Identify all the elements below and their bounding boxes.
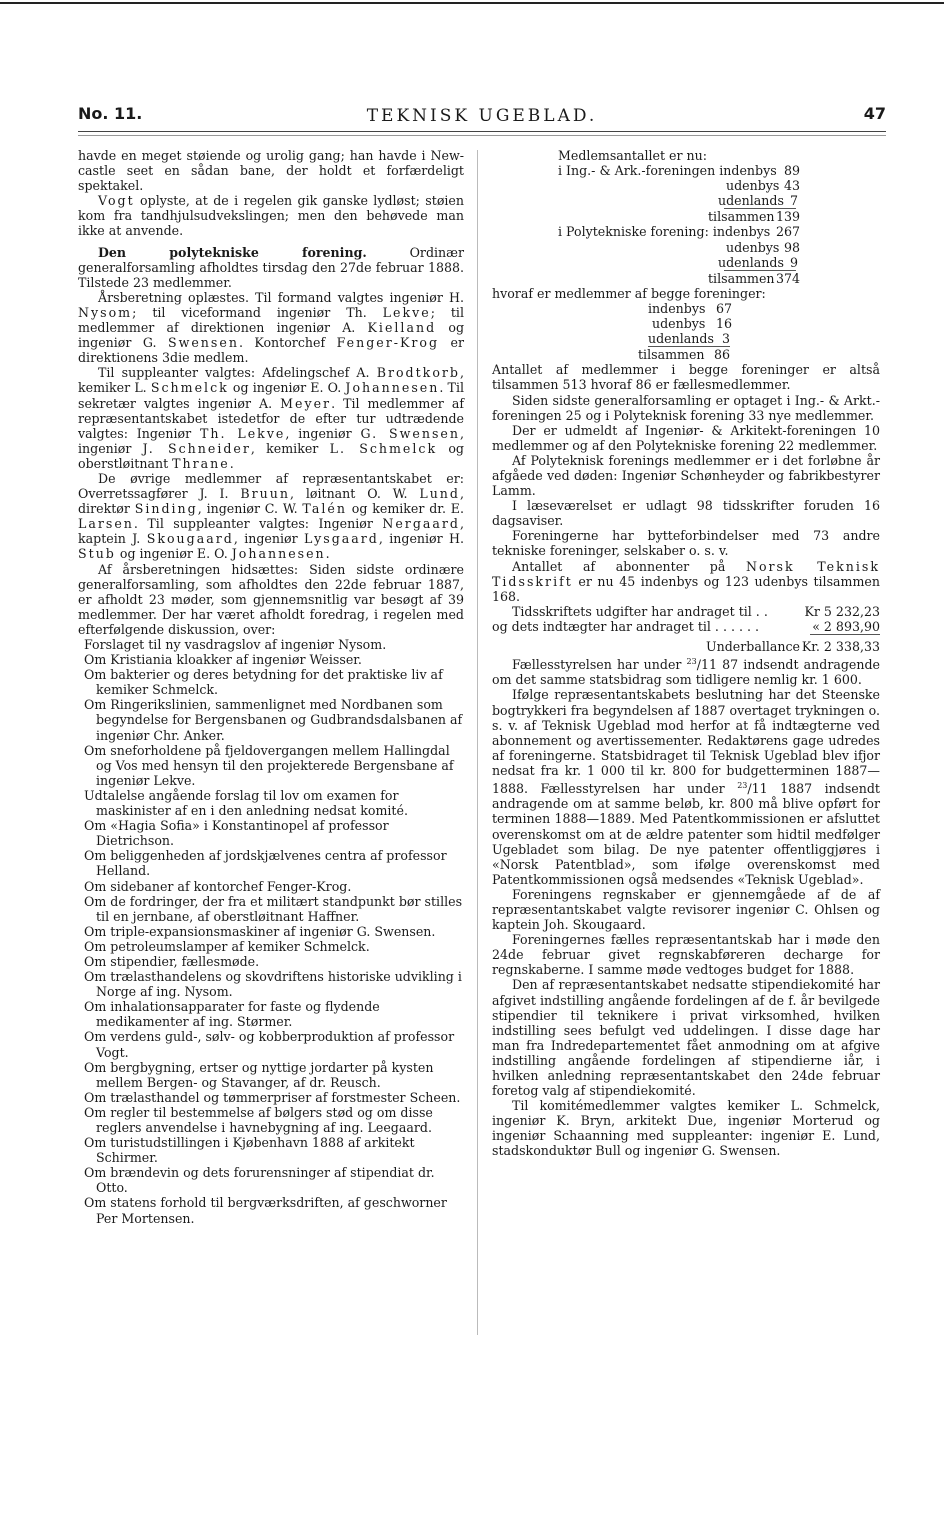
poly-udenbys: 98 [784, 239, 801, 255]
list-item: Forslaget til ny vasdragslov af ingeniør Nysom. [84, 637, 387, 652]
udenbys-label: udenbys [726, 239, 780, 255]
date-fraction-den: /11 [696, 657, 717, 673]
name-nergaard: Nergaard [382, 516, 460, 532]
text-fragment: . [229, 455, 234, 471]
text-fragment: , kemiker L. [78, 365, 464, 396]
name-lysgaard: Lysgaard [303, 531, 379, 547]
ing-ark-udenlands: 7 [790, 193, 799, 209]
poly-indenbys: 267 [776, 224, 801, 240]
text-fragment: De øvrige medlemmer af repræsentantskabet er: Overretssagfører J. I. [78, 470, 464, 502]
udenlands-label: udenlands [718, 193, 784, 209]
list-item: Om Ringerikslinien, sammenlignet med Nordbanen som begyndelse for Bergensbanen og Gudbrandsdalsbanen af ingeniør Chr. Anker. [84, 697, 463, 743]
ing-ark-label: i Ing.- & Ark.-foreningen indenbys [558, 163, 777, 179]
list-item: Om triple-expansionsmaskiner af ingeniør G. Swensen. [84, 923, 436, 939]
expenses-value: Kr 5 232,23 [804, 603, 880, 619]
text-fragment: og ingeniør G. [78, 320, 465, 351]
name-schmelck: Schmelck [150, 380, 229, 396]
list-item: Om beliggenheden af jordskjælvenes centra af professor Helland. [84, 848, 447, 879]
paragraph-scholarship: Den af repræsentantskabet nedsatte stipendiekomité har afgivet indstilling angående fordelingen af de f. år bevilgede stipendier til teknikere i privat virksomhed, hvilken indstilling sees befulgt ved uddelingen. I disse dage har man fra Indredepartementet fået anmodning om at afgive indstilling angående fordelingen af stipendierne iår, i hvilken anledning repræsentantskabet den 24de februar foretog valg af stipendiekomité. [492, 977, 880, 1099]
ing-ark-udenbys: 43 [784, 178, 801, 194]
list-item: Om bergbygning, ertser og nyttige jordarter på kysten mellem Bergen- og Stavanger, af dr. Reusch. [84, 1059, 434, 1090]
paragraph-other-members [78, 471, 464, 562]
text-fragment: , ingeniør C. W. [197, 501, 303, 517]
poly-label: i Polytekniske forening: indenbys [558, 224, 771, 240]
paragraph-newcastle: havde en meget støiende og urolig gang; han havde i New-castle seet en sådan bane, der holdt et forfærdeligt spektakel. [78, 148, 464, 194]
list-item: Om inhalationsapparater for faste og flydende medikamenter af ing. Størmer. [84, 999, 380, 1030]
list-item: Om «Hagia Sofia» i Konstantinopel af professor Dietrichson. [84, 818, 389, 849]
paragraph-reading-room: I læseværelset er udlagt 98 tidsskrifter foruden 16 dagsaviser. [492, 498, 880, 529]
income-label: og dets indtægter har andraget til . . . . . . [492, 618, 759, 634]
udenbys-label: udenbys [726, 178, 780, 194]
poly-total: 374 [776, 270, 801, 286]
text-fragment: 87 indsendt andragende om det samme statsbidrag som tidligere nemlig kr. 1 600. [492, 657, 880, 688]
both-intro: hvoraf er medlemmer af begge foreninger: [492, 285, 766, 301]
name-sinding: Sinding [134, 501, 198, 517]
name-l-schmelck: L. Schmelck [329, 440, 438, 456]
members-intro: Medlemsantallet er nu: [558, 148, 707, 163]
list-item: Om bakterier og deres betydning for det praktiske liv af kemiker Schmelck. [84, 667, 443, 698]
paragraph-vogt [78, 193, 464, 238]
text-fragment: og ingeniør E. O. [228, 380, 346, 396]
ing-ark-indenbys: 89 [784, 163, 801, 179]
page-header [78, 104, 886, 132]
paragraph-accounts: Foreningens regnskaber er gjennemgåede af de af repræsentantskabet valgte revisorer ingeniør C. Ohlsen og kaptein Joh. Skougaard. [492, 886, 880, 933]
paragraph-resigned: Der er udmeldt af Ingeniør- & Arkitekt-foreningen 10 medlemmer og af den Polytekniske forening 22 medlemmer. [492, 422, 880, 453]
date-fraction-den: /11 [747, 781, 768, 797]
tilsammen-label: tilsammen [708, 270, 775, 286]
top-edge-rule [0, 2, 944, 4]
name-j-schneider: J. Schneider [142, 440, 251, 456]
name-brodtkorb: Brodtkorb [376, 365, 460, 381]
text-fragment: Fællesstyrelsen har under [512, 657, 687, 673]
date-fraction-num: 23 [737, 781, 748, 791]
list-item: Om regler til bestemmelse af bølgers stød og om disse reglers anvendelse i havnebygning af ing. Leegaard. [84, 1104, 433, 1135]
section-title: Den polytekniske forening. [98, 244, 367, 260]
both-total: 86 [714, 347, 731, 363]
indenbys-label: indenbys [648, 300, 706, 316]
name-bruun: Bruun [240, 486, 290, 502]
name-thrane: Thrane [172, 455, 230, 471]
list-item: Om sneforholdene på fjeldovergangen mellem Hallingdal og Vos med hensyn til den projekterede Bergensbane af ingeniør Lekve. [84, 742, 454, 788]
column-divider [477, 150, 478, 1335]
paragraph-joint-board: Foreningernes fælles repræsentantskab har i møde den 24de februar givet regnskabføreren decharge for regnskaberne. I samme møde vedtoges budget for 1888. [492, 932, 880, 978]
name-johannesen: Johannesen [345, 380, 440, 396]
expenses-label: Tidsskriftets udgifter har andraget til . . [512, 603, 768, 619]
name-meyer: Meyer [280, 395, 332, 411]
tilsammen-label: tilsammen [638, 347, 705, 363]
page-number: 47 [863, 104, 886, 123]
finance-table [492, 604, 880, 654]
text-fragment: Ifølge repræsentantskabets beslutning har det Steenske bogtrykkeri fra begyndelsen af 1887 overtaget trykningen o. s. v. af Teknisk Ugeblad mod herfor at få indtægterne ved abonnement og avertissementer. Redaktørens gage udredes af foreningerne. Statsbidraget til Teknisk Ugeblad blev ifjor nedsat fra kr. 1 000 til kr. 800 for budgetterminen 1887—1888. Fællesstyrelsen har under [492, 687, 880, 797]
list-item: Om stipendier, fællesmøde. [84, 953, 260, 969]
text-fragment: . Til medlemmer af repræsentantskabet istedetfor de efter tur udtrædende valgtes: Ingeniør [78, 395, 464, 441]
text-fragment: . Kontorchef [238, 335, 337, 351]
header-rule [78, 131, 886, 132]
list-item: Om de fordringer, der fra et militært standpunkt bør stilles til en jernbane, af oberstløitnant Haffner. [84, 893, 463, 924]
name-larsen: Larsen [78, 516, 134, 532]
text-fragment: , kemiker [250, 440, 330, 456]
paragraph-new-members: Siden sidste generalforsamling er optaget i Ing.- & Arkt.-foreningen 25 og i Polyteknisk forening 33 nye medlemmer. [492, 392, 880, 423]
name-kielland: Kielland [367, 320, 437, 336]
membership-table [492, 148, 880, 362]
text-fragment: . [325, 546, 330, 562]
header-rule-secondary [78, 135, 886, 136]
list-item: Om trælasthandelens og skovdriftens historiske udvikling i Norge af ing. Nysom. [84, 969, 462, 1000]
name-lekve: Lekve [382, 304, 431, 320]
text-fragment: . Til suppleanter valgtes: Ingeniør [133, 516, 383, 532]
name-talen: Talén [302, 501, 347, 517]
deficit-label: Underballance [706, 639, 801, 654]
paragraph-committee: Til komitémedlemmer valgtes kemiker L. Schmelck, ingeniør K. Bryn, arkitekt Due, ingeniør Morterud og ingeniør Schaanning med suppleanter: ingeniør E. Lund, stadskonduktør Bull og ingeniør G. Swensen. [492, 1098, 880, 1159]
name-skougaard: Skougaard [146, 531, 234, 547]
poly-udenlands: 9 [790, 254, 799, 270]
paragraph-deceased: Af Polyteknisk forenings medlemmer er i det forløbne år afgåede ved døden: Ingeniør Schønheyder og fabrikbestyrer Lamm. [492, 452, 880, 499]
name-stub: Stub [78, 546, 116, 562]
text-fragment: , ingeniør [78, 425, 465, 456]
tilsammen-label: tilsammen [708, 209, 775, 225]
list-item: Om Kristiania kloakker af ingeniør Weisser. [84, 652, 362, 668]
list-item: Om petroleumslamper af kemiker Schmelck. [84, 938, 370, 954]
ing-ark-total: 139 [776, 209, 801, 225]
journal-title: TEKNISK UGEBLAD. [366, 106, 598, 126]
list-item: Om sidebaner af kontorchef Fenger-Krog. [84, 878, 352, 894]
text-fragment: er direktionens 3die medlem. [78, 335, 464, 366]
text-fragment: ; til medlemmer af direktionen ingeniør A. [78, 304, 464, 336]
name-e-o-johannesen: Johannesen [231, 546, 326, 562]
udenlands-label: udenlands [718, 254, 784, 270]
left-column [78, 148, 464, 1226]
paragraph-exchange: Foreningerne har bytteforbindelser med 73 andre tekniske foreninger, selskaber o. s. v. [492, 528, 880, 559]
issue-number: No. 11. [78, 104, 143, 123]
text-fragment: er nu 45 indenbys og 123 udenbys tilsammen 168. [492, 573, 880, 604]
udenbys-label: udenbys [652, 316, 706, 332]
paragraph-printing [492, 687, 880, 886]
text-fragment: , løitnant O. W. [289, 486, 420, 502]
paragraph-suppleanter [78, 365, 464, 471]
udenlands-label: udenlands [648, 331, 714, 347]
section-polytechnic [78, 245, 464, 290]
text-fragment: Til suppleanter valgtes: Afdelingschef A. [98, 365, 377, 381]
name-g-swensen: G. Swensen [360, 425, 460, 441]
text-fragment: , ingeniør [285, 425, 361, 441]
list-item: Om brændevin og dets forurensninger af stipendiat dr. Otto. [84, 1165, 435, 1196]
text-fragment: 1887 indsendt andragende om at samme beløb, kr. 800 må blive opført for terminen 1888—1889. Med Patentkommissionen er afsluttet overenskomst om at de ældre patenter som hidtil medfølger Ugebladet som bilag. De nye patenter offentliggjøres i «Norsk Patentblad», som ifølge overenskomst med Patentkommissionen også medsendes «Teknisk Ugeblad». [492, 781, 880, 887]
text-fragment: Antallet af abonnenter på [512, 558, 746, 574]
paragraph-total-members: Antallet af medlemmer i begge foreninger er altså tilsammen 513 hvoraf 86 er fællesmedlemmer. [492, 362, 880, 393]
list-item: Om statens forhold til bergværksdriften, af geschworner Per Mortensen. [84, 1195, 447, 1226]
text-fragment: , kaptein J. [78, 516, 464, 547]
income-value: « 2 893,90 [812, 618, 880, 634]
date-fraction-num: 23 [686, 657, 697, 667]
text-fragment: , ingeniør H. [378, 531, 464, 547]
name-vogt: Vogt [98, 193, 135, 209]
paragraph-annual-report: Af årsberetningen hidsættes: Siden sidste ordinære generalforsamling, som afholdtes den 22de februar 1887, er afholdt 23 møder, som gjennemsnitlig var besøgt af 39 medlemmer. Der har været afholdt foredrag, i regelen med efterfølgende diskussion, over: [78, 561, 464, 637]
text-fragment: og kemiker dr. E. [346, 501, 464, 517]
list-item: Om trælasthandel og tømmerpriser af forstmester Scheen. [84, 1089, 461, 1105]
list-item: Om turistudstillingen i Kjøbenhavn 1888 af arkitekt Schirmer. [84, 1135, 415, 1166]
name-nysom: Nysom [78, 304, 133, 320]
paragraph-elections [78, 290, 464, 365]
journal-name: Norsk Teknisk Tidsskrift [492, 558, 880, 589]
text-fragment: , ingeniør [233, 531, 304, 547]
paragraph-subscribers [492, 559, 880, 604]
text-fragment: ; til viceformand ingeniør Th. [132, 304, 383, 320]
both-udenbys: 16 [716, 316, 733, 332]
list-item: Udtalelse angående forslag til lov om examen for maskinister af en i den anledning nedsat komité. [84, 787, 408, 819]
lecture-list [78, 637, 464, 1226]
name-th-lekve: Th. Lekve [200, 425, 286, 441]
name-swensen: Swensen [167, 335, 239, 351]
list-item: Om verdens guld-, sølv- og kobberproduktion af professor Vogt. [84, 1029, 455, 1060]
paragraph-vogt-text: oplyste, at de i regelen gik ganske lydløst; støien kom fra tandhjulsudvekslingen; men den behøvede man ikke at anvende. [78, 193, 464, 239]
both-udenlands: 3 [722, 331, 731, 347]
name-fenger-krog: Fenger-Krog [336, 335, 440, 351]
text-fragment: og oberstløitnant [78, 440, 464, 471]
section-intro: Ordinær generalforsamling afholdtes tirsdag den 27de februar 1888. Tilstede 23 medlemmer. [78, 244, 464, 290]
paragraph-state-grant [492, 654, 880, 687]
both-indenbys: 67 [716, 300, 733, 316]
text-fragment: Årsberetning oplæstes. Til formand valgtes ingeniør H. [98, 289, 464, 305]
name-lund: Lund [419, 486, 460, 502]
right-column [492, 148, 880, 1159]
text-fragment: . Til sekretær valgtes ingeniør A. [78, 380, 464, 411]
text-fragment: , direktør [78, 486, 464, 517]
text-fragment: og ingeniør E. O. [115, 546, 232, 562]
deficit-value: Kr. 2 338,33 [801, 639, 880, 654]
